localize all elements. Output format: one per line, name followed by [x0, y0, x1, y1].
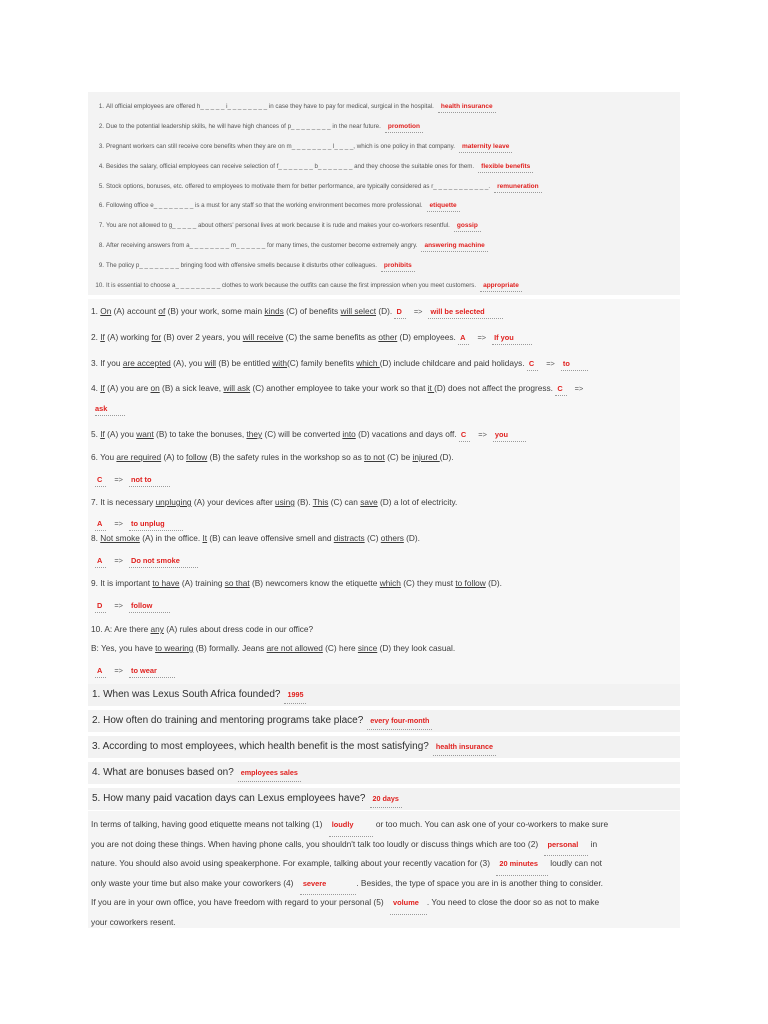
cloze-line	[91, 874, 677, 894]
text-segment: (D) a lot of electricity.	[377, 497, 458, 507]
text-segment: (B) the safety rules in the workshop so as	[207, 452, 365, 462]
text-segment: (D) employees.	[397, 332, 456, 342]
underlined-option: other	[378, 332, 398, 342]
question-4	[92, 766, 301, 782]
underlined-option: which	[356, 358, 380, 368]
text-segment: 7. It is necessary	[91, 497, 156, 507]
text-segment: If you are in your own office, you have freedom with regard to your personal (5)	[91, 897, 384, 908]
text-segment: (C) they must	[400, 578, 456, 588]
underlined-option: to follow	[455, 578, 486, 588]
answer-field[interactable]: promotion	[385, 123, 423, 133]
text-segment: (A) in the office.	[139, 533, 203, 543]
underlined-option: it	[427, 383, 435, 393]
grammar-answer-4	[95, 404, 125, 416]
text-segment: 5. How many paid vacation days can Lexus employees have?	[92, 793, 366, 804]
text-segment: 5.	[91, 429, 101, 439]
answer-field[interactable]: every four-month	[367, 714, 432, 730]
answer-letter[interactable]: A	[458, 332, 469, 345]
item-number: 2.	[98, 123, 104, 130]
underlined-option: on	[150, 383, 160, 393]
item-text: After receiving answers from a_ _ _ _ _ _ _ _ m_ _ _ _ _ _ for many times, the customer become extremely angry.	[106, 242, 418, 249]
vocab-item	[90, 143, 676, 153]
grammar-item-3	[91, 358, 675, 371]
correction-field[interactable]: If you	[492, 332, 532, 345]
correction-field[interactable]: to wear	[129, 666, 175, 678]
vocab-item	[90, 242, 676, 252]
text-segment	[555, 384, 589, 393]
answer-letter[interactable]: A	[95, 556, 106, 568]
text-segment: or too much. You can ask one of your co-workers to make sure	[375, 819, 609, 829]
answer-letter[interactable]: A	[95, 666, 106, 678]
underlined-option: unpluging	[155, 497, 192, 507]
underlined-option: will	[204, 358, 217, 368]
text-segment: loudly can not	[550, 858, 602, 869]
text-segment: =>	[574, 384, 584, 393]
grammar-answer-9	[95, 601, 170, 613]
text-segment: in	[590, 838, 598, 849]
answer-field[interactable]: prohibits	[381, 262, 415, 272]
question-1	[92, 688, 306, 704]
text-segment: (C) can	[328, 497, 361, 507]
cloze-line	[91, 815, 677, 835]
grammar-item-8	[91, 533, 675, 544]
grammar-item-5	[91, 429, 675, 442]
underlined-option: will ask	[223, 383, 251, 393]
vocab-item	[90, 123, 676, 133]
text-segment: (C) be	[384, 452, 413, 462]
blank-5[interactable]: volume	[390, 893, 427, 915]
answer-field[interactable]: answering machine	[421, 242, 487, 252]
underlined-option: On	[100, 306, 112, 316]
item-text: You are not allowed to g_ _ _ _ _ about others' personal lives at work because it is rude and makes your co-workers resentful.	[106, 222, 450, 229]
text-segment	[459, 430, 526, 439]
underlined-option: so that	[224, 578, 250, 588]
text-segment: B: Yes, you have	[91, 643, 156, 653]
cloze-line	[91, 893, 677, 913]
text-segment: (C) the same benefits as	[283, 332, 379, 342]
text-segment: =>	[478, 430, 487, 439]
answer-field[interactable]: maternity leave	[459, 143, 512, 153]
underlined-option: will select	[340, 306, 377, 316]
underlined-option: save	[360, 497, 378, 507]
text-segment: (A) account	[111, 306, 159, 316]
answer-field[interactable]: gossip	[454, 222, 481, 232]
text-segment: 2.	[91, 332, 101, 342]
item-text: The policy p_ _ _ _ _ _ _ _ bringing food with offensive smells because it disturbs other colleagues.	[106, 262, 377, 269]
item-number: 7.	[98, 222, 104, 229]
text-segment: (C) of benefits	[283, 306, 341, 316]
text-segment: =>	[114, 666, 123, 675]
text-segment: 9. It is important	[91, 578, 153, 588]
blank-3[interactable]: 20 minutes	[496, 854, 548, 876]
grammar-item-7	[91, 497, 675, 508]
answer-field[interactable]: employees sales	[238, 766, 301, 782]
text-segment: (C) family benefits	[287, 358, 357, 368]
text-segment: (A), you	[170, 358, 205, 368]
question-2	[92, 714, 432, 730]
text-segment: (A) you are	[104, 383, 151, 393]
text-segment: (C)	[364, 533, 381, 543]
text-segment: (D) does not affect the progress.	[434, 383, 553, 393]
answer-field[interactable]: flexible benefits	[478, 163, 533, 173]
text-segment: (B) a sick leave,	[159, 383, 224, 393]
text-segment: 1. When was Lexus South Africa founded?	[92, 689, 281, 700]
text-segment: (B) can leave offensive smell and	[207, 533, 334, 543]
correction-field[interactable]: to unplug	[129, 519, 183, 531]
text-segment: . Besides, the type of space you are in is another thing to consider.	[356, 877, 603, 888]
text-segment: =>	[546, 359, 555, 368]
cloze-line	[91, 835, 677, 855]
answer-letter[interactable]: C	[527, 358, 538, 371]
correction-field[interactable]: you	[493, 429, 526, 442]
grammar-item-9	[91, 578, 675, 589]
underlined-option: to wearing	[155, 643, 194, 653]
text-segment: (C) another employee to take your work so that	[250, 383, 428, 393]
text-segment: . You need to close the door so as not to make	[426, 897, 600, 908]
underlined-option: others	[380, 533, 404, 543]
underlined-option: will receive	[242, 332, 284, 342]
correction-field[interactable]: follow	[129, 601, 170, 613]
text-segment: 1.	[91, 306, 101, 316]
answer-letter[interactable]: D	[394, 306, 405, 319]
blank-2[interactable]: personal	[544, 835, 588, 857]
grammar-answer-10	[95, 666, 175, 678]
answer-field[interactable]: 20 days	[370, 792, 402, 808]
item-text: All official employees are offered h_ _ _ _ _ i_ _ _ _ _ _ _ _ in case they have to pay for medical, surgical in the hospital.	[106, 103, 434, 110]
text-segment: 4. What are bonuses based on?	[92, 767, 234, 778]
underlined-option: they	[246, 429, 263, 439]
text-segment: (D) they look casual.	[377, 643, 456, 653]
underlined-option: follow	[186, 452, 208, 462]
answer-letter[interactable]: C	[459, 429, 470, 442]
underlined-option: since	[357, 643, 378, 653]
underlined-option: using	[275, 497, 295, 507]
text-segment: 10. A: Are there	[91, 624, 151, 634]
vocab-item	[90, 163, 676, 173]
text-segment: (A) your devices after	[191, 497, 276, 507]
text-segment: (A) you	[104, 429, 137, 439]
answer-field[interactable]: etiquette	[427, 202, 460, 212]
text-segment: (D) include childcare and paid holidays.	[379, 358, 525, 368]
correction-field[interactable]: Do not smoke	[129, 556, 198, 568]
underlined-option: This	[312, 497, 329, 507]
underlined-option: If	[100, 332, 105, 342]
grammar-item-6	[91, 452, 675, 463]
item-number: 5.	[98, 183, 104, 190]
vocab-item	[90, 262, 676, 272]
underlined-option: to not	[364, 452, 385, 462]
underlined-option: distracts	[333, 533, 365, 543]
text-segment: (A) to	[161, 452, 187, 462]
text-segment	[458, 333, 532, 342]
answer-letter[interactable]: C	[95, 475, 106, 487]
item-number: 3.	[98, 143, 104, 150]
text-segment: (C) will be converted	[262, 429, 343, 439]
underlined-option: Not smoke	[100, 533, 140, 543]
answer-field[interactable]: health insurance	[433, 740, 496, 756]
text-segment: (B) newcomers know the etiquette	[249, 578, 380, 588]
underlined-option: into	[342, 429, 356, 439]
cloze-paragraph	[91, 815, 677, 933]
underlined-option: If	[100, 383, 105, 393]
text-segment: (B) to take the bonuses,	[153, 429, 247, 439]
vocab-item	[90, 103, 676, 113]
text-segment: (D).	[403, 533, 420, 543]
underlined-option: to have	[152, 578, 180, 588]
cloze-line: your coworkers resent.	[91, 916, 176, 927]
grammar-item-1	[91, 306, 675, 319]
text-segment	[394, 307, 502, 316]
text-segment: (B) over 2 years, you	[161, 332, 243, 342]
item-number: 8.	[98, 242, 104, 249]
text-segment: =>	[114, 519, 123, 528]
grammar-item-10b	[91, 643, 675, 654]
correction-field[interactable]: to	[561, 358, 588, 371]
text-segment: 2. How often do training and mentoring programs take place?	[92, 715, 364, 726]
text-segment: (B) your work, some main	[165, 306, 265, 316]
underlined-option: which	[379, 578, 401, 588]
text-segment: 6. You	[91, 452, 117, 462]
underlined-option: are accepted	[122, 358, 171, 368]
answer-field[interactable]: appropriate	[480, 282, 522, 292]
text-segment: (A) working	[104, 332, 152, 342]
text-segment: (D) vacations and days off.	[355, 429, 457, 439]
item-number: 9.	[98, 262, 104, 269]
grammar-answer-6	[95, 475, 170, 487]
item-number: 6.	[98, 202, 104, 209]
text-segment: =>	[114, 475, 123, 484]
underlined-option: any	[150, 624, 164, 634]
text-segment: 3. If you	[91, 358, 123, 368]
grammar-item-2	[91, 332, 675, 345]
question-5	[92, 792, 402, 808]
text-segment: only waste your time but also make your coworkers (4)	[91, 877, 294, 888]
text-segment: 4.	[91, 383, 101, 393]
answer-letter[interactable]: A	[95, 519, 106, 531]
item-number: 1.	[98, 103, 104, 110]
item-text: Pregnant workers can still receive core benefits when they are on m_ _ _ _ _ _ _ _ l_ _ _ _, which is one policy in that company.	[106, 143, 455, 150]
item-text: It is essential to choose a_ _ _ _ _ _ _ _ _ clothes to work because the outfits can cause the first impression when you meet customers.	[106, 282, 477, 289]
cloze-line	[91, 854, 677, 874]
underlined-option: are not allowed	[266, 643, 323, 653]
text-segment: (A) training	[179, 578, 225, 588]
vocab-item	[90, 202, 676, 212]
text-segment: nature. You should also avoid using speakerphone. For example, talking about your recently vacation for (3)	[91, 858, 490, 869]
answer-letter[interactable]: D	[95, 601, 106, 613]
underlined-option: injured	[412, 452, 440, 462]
text-segment	[527, 359, 588, 368]
vocab-item	[90, 222, 676, 232]
item-text: Stock options, bonuses, etc. offered to employees to motivate them for better performance, are typically considered as r_ _ _ _ _ _ _ _ _ _ _.	[106, 183, 491, 190]
question-3	[92, 740, 496, 756]
underlined-option: of	[158, 306, 166, 316]
underlined-option: with	[272, 358, 288, 368]
vocab-item	[90, 183, 676, 193]
text-segment: (B).	[294, 497, 313, 507]
underlined-option: for	[151, 332, 162, 342]
underlined-option: kinds	[264, 306, 284, 316]
text-segment: (D).	[439, 452, 454, 462]
vocab-item	[90, 282, 676, 292]
underlined-option: It	[202, 533, 208, 543]
text-segment: =>	[114, 601, 123, 610]
item-number: 10.	[95, 282, 104, 289]
text-segment: (B) formally. Jeans	[193, 643, 267, 653]
item-number: 4.	[98, 163, 104, 170]
text-segment: =>	[413, 307, 423, 316]
grammar-answer-8	[95, 556, 198, 568]
text-segment: (C) here	[322, 643, 358, 653]
answer-field[interactable]: health insurance	[438, 103, 496, 113]
answer-field[interactable]: remuneration	[494, 183, 542, 193]
item-text: Besides the salary, official employees can receive selection of f_ _ _ _ _ _ _ b_ _ _ _ _ _ _ and they choose the suitable ones for them.	[106, 163, 475, 170]
text-segment: (B) be entitled	[216, 358, 273, 368]
blank-4[interactable]: severe	[300, 874, 356, 896]
text-segment: (D).	[485, 578, 502, 588]
correction-field[interactable]: will be selected	[428, 306, 502, 319]
item-text: Due to the potential leadership skills, he will have high chances of p_ _ _ _ _ _ _ _ in the near future.	[106, 123, 381, 130]
text-segment: you are not doing these things. When having phone calls, you shouldn't talk too loudly or discuss things which are too (2)	[91, 838, 539, 849]
correction-field[interactable]: ask	[95, 404, 125, 416]
answer-field[interactable]: 1995	[284, 688, 306, 704]
text-segment: In terms of talking, having good etiquette means not talking (1)	[91, 819, 323, 829]
underlined-option: are required	[116, 452, 162, 462]
underlined-option: If	[100, 429, 105, 439]
text-segment: (A) rules about dress code in our office?	[163, 624, 314, 634]
grammar-item-10a	[91, 624, 675, 635]
text-segment: =>	[114, 556, 123, 565]
text-segment: 8.	[91, 533, 101, 543]
answer-letter[interactable]: C	[555, 383, 566, 396]
text-segment: =>	[477, 333, 487, 342]
underlined-option: want	[136, 429, 154, 439]
correction-field[interactable]: not to	[129, 475, 170, 487]
text-segment: 3. According to most employees, which health benefit is the most satisfying?	[92, 741, 429, 752]
blank-1[interactable]: loudly	[329, 815, 374, 837]
item-text: Following office e_ _ _ _ _ _ _ _ is a must for any staff so that the working environment becomes more professional.	[106, 202, 423, 209]
grammar-item-4	[91, 383, 675, 396]
text-segment: (D).	[376, 306, 393, 316]
grammar-answer-7	[95, 519, 183, 531]
